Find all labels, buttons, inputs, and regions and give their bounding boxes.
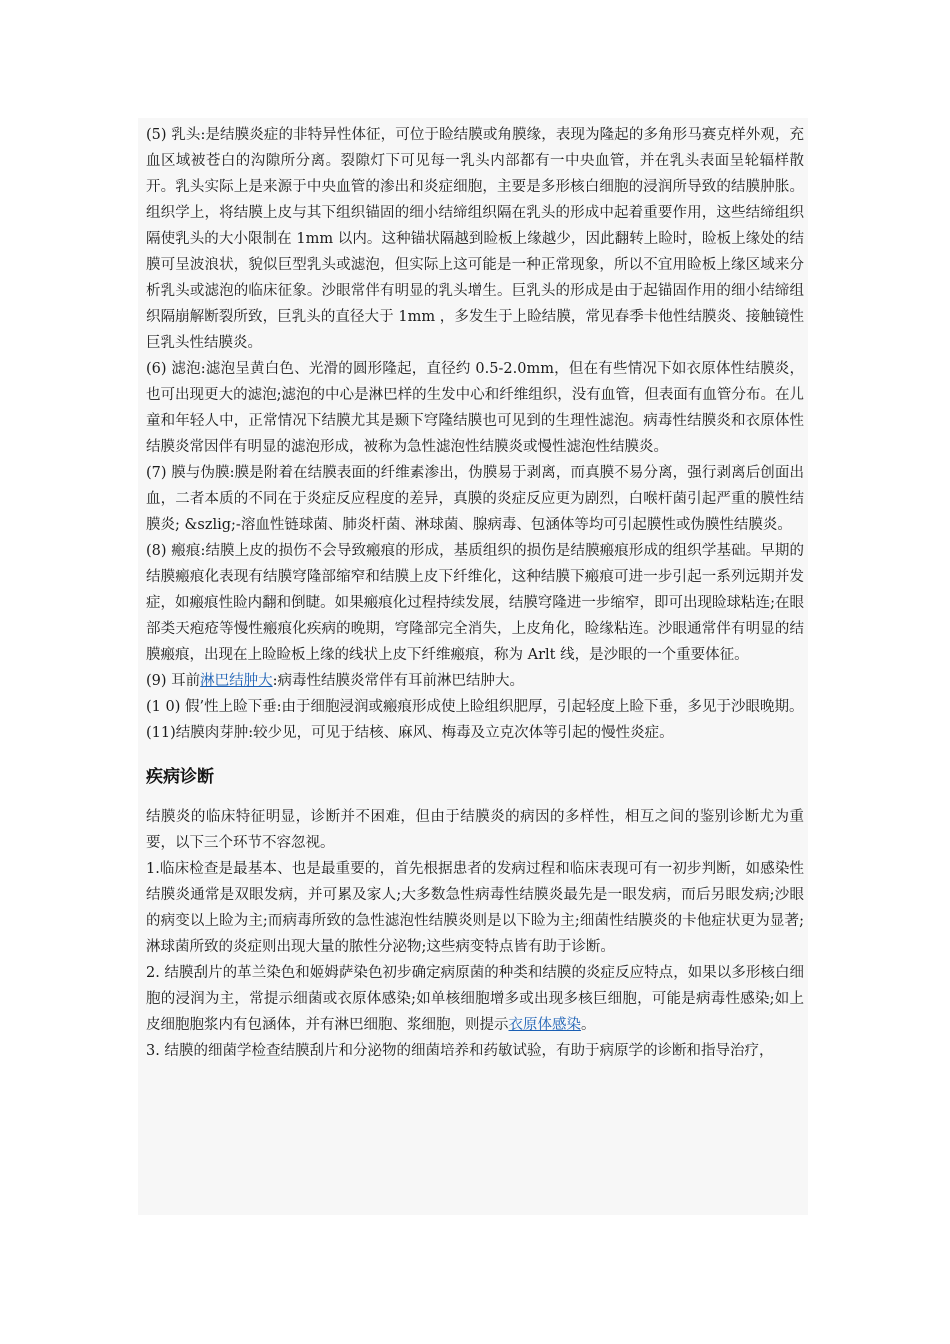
- paragraph-ptosis: (1 0) 假’性上睑下垂:由于细胞浸润或瘢痕形成使上睑组织肥厚，引起轻度上睑下垂，多见于沙眼晚期。: [146, 699, 804, 715]
- chlamydia-infection-link[interactable]: 衣原体感染: [508, 1017, 581, 1033]
- diagnosis-item-3: 3. 结膜的细菌学检查结膜刮片和分泌物的细菌培养和药敏试验，有助于病原学的诊断和指导治疗，: [146, 1043, 774, 1059]
- diagnosis-intro: 结膜炎的临床特征明显，诊断并不困难，但由于结膜炎的病因的多样性，相互之间的鉴别诊断尤为重要，以下三个环节不容忽视。: [146, 809, 804, 851]
- lymph-node-suffix: :病毒性结膜炎常伴有耳前淋巴结肿大。: [272, 673, 525, 689]
- paragraph-lymph-node: [146, 668, 804, 694]
- paragraph-membrane: (7) 膜与伪膜:膜是附着在结膜表面的纤维素渗出，伪膜易于剥离，而真膜不易分离，强行剥离后创面出血，二者本质的不同在于炎症反应程度的差异，真膜的炎症反应更为剧烈，白喉杆菌引起严重的膜性结膜炎; &szlig;-溶血性链球菌、肺炎杆菌、淋球菌、腺病毒、包涵体等均可引起膜性或伪膜性结膜炎。: [146, 465, 804, 533]
- diagnosis-item-2-suffix: 。: [581, 1017, 596, 1033]
- diagnosis-heading: 疾病诊断: [146, 767, 214, 787]
- lymph-node-prefix: (9) 耳前: [146, 673, 201, 689]
- paragraph-follicle: (6) 滤泡:滤泡呈黄白色、光滑的圆形隆起，直径约 0.5-2.0mm，但在有些情况下如衣原体性结膜炎，也可出现更大的滤泡;滤泡的中心是淋巴样的生发中心和纤维组织，没有血管，但表面有血管分布。在儿童和年轻人中，正常情况下结膜尤其是颞下穹隆结膜也可见到的生理性滤泡。病毒性结膜炎和衣原体性结膜炎常因伴有明显的滤泡形成，被称为急性滤泡性结膜炎或慢性滤泡性结膜炎。: [146, 361, 804, 455]
- paragraph-granuloma: (11)结膜肉芽肿:较少见，可见于结核、麻风、梅毒及立克次体等引起的慢性炎症。: [146, 725, 674, 741]
- diagnosis-item-2: [146, 960, 804, 1038]
- lymph-node-link[interactable]: 淋巴结肿大: [200, 673, 273, 689]
- paragraph-papilla: (5) 乳头:是结膜炎症的非特异性体征，可位于睑结膜或角膜缘，表现为隆起的多角形马赛克样外观，充血区域被苍白的沟隙所分离。裂隙灯下可见每一乳头内部都有一中央血管，并在乳头表面呈轮辐样散开。乳头实际上是来源于中央血管的渗出和炎症细胞，主要是多形核白细胞的浸润所导致的结膜肿胀。组织学上，将结膜上皮与其下组织锚固的细小结缔组织隔在乳头的形成中起着重要作用，这些结缔组织隔使乳头的大小限制在 1mm 以内。这种锚状隔越到睑板上缘越少，因此翻转上睑时，睑板上缘处的结膜可呈波浪状，貌似巨型乳头或滤泡，但实际上这可能是一种正常现象，所以不宜用睑板上缘区域来分析乳头或滤泡的临床征象。沙眼常伴有明显的乳头增生。巨乳头的形成是由于起锚固作用的细小结缔组织隔崩解断裂所致，巨乳头的直径大于 1mm ，多发生于上睑结膜，常见春季卡他性结膜炎、接触镜性巨乳头性结膜炎。: [146, 127, 804, 351]
- diagnosis-item-1: 1.临床检查是最基本、也是最重要的，首先根据患者的发病过程和临床表现可有一初步判断，如感染性结膜炎通常是双眼发病，并可累及家人;大多数急性病毒性结膜炎最先是一眼发病，而后另眼发病;沙眼的病变以上睑为主;而病毒所致的急性滤泡性结膜炎则是以下睑为主;细菌性结膜炎的卡他症状更为显著;淋球菌所致的炎症则出现大量的脓性分泌物;这些病变特点皆有助于诊断。: [146, 861, 804, 955]
- diagnosis-item-2-prefix: 2. 结膜刮片的革兰染色和姬姆萨染色初步确定病原菌的种类和结膜的炎症反应特点，如果以多形核白细胞的浸润为主，常提示细菌或衣原体感染;如单核细胞增多或出现多核巨细胞，可能是病毒性感染;如上皮细胞胞浆内有包涵体，并有淋巴细胞、浆细胞，则提示: [146, 965, 804, 1033]
- paragraph-scar: (8) 瘢痕:结膜上皮的损伤不会导致瘢痕的形成，基质组织的损伤是结膜瘢痕形成的组织学基础。早期的结膜瘢痕化表现有结膜穹隆部缩窄和结膜上皮下纤维化，这种结膜下瘢痕可进一步引起一系列远期并发症，如瘢痕性睑内翻和倒睫。如果瘢痕化过程持续发展，结膜穹隆进一步缩窄，即可出现睑球粘连;在眼部类天疱疮等慢性瘢痕化疾病的晚期，穹隆部完全消失，上皮角化，睑缘粘连。沙眼通常伴有明显的结膜瘢痕，出现在上睑睑板上缘的线状上皮下纤维瘢痕，称为 Arlt 线，是沙眼的一个重要体征。: [146, 543, 804, 663]
- document-content: [138, 118, 808, 1215]
